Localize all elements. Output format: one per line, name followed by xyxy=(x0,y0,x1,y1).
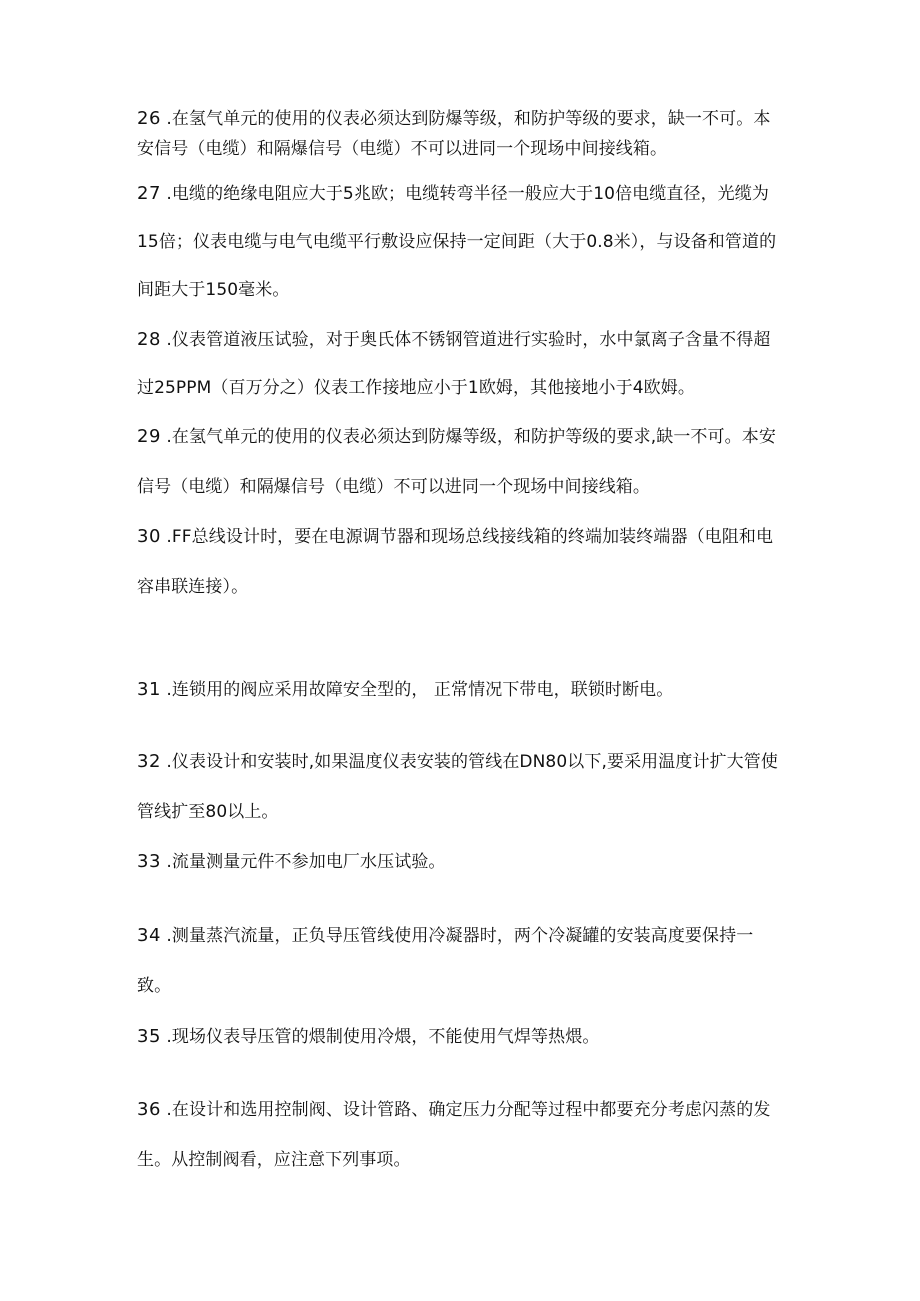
item-number: 30 xyxy=(137,526,161,547)
item-text: .连锁用的阀应采用故障安全型的， 正常情况下带电，联锁时断电。 xyxy=(166,680,674,700)
item-26 xyxy=(137,108,787,160)
item-30 xyxy=(137,526,787,598)
item-text: .流量测量元件不参加电厂水压试验。 xyxy=(166,852,446,872)
item-text: .在设计和选用控制阀、设计管路、确定压力分配等过程中都要充分考虑闪蒸的发 xyxy=(166,1100,771,1120)
item-text: .FF总线设计时，要在电源调节器和现场总线接线箱的终端加装终端器（电阻和电 xyxy=(166,527,774,547)
item-31 xyxy=(137,679,787,703)
item-number: 34 xyxy=(137,925,161,946)
item-35 xyxy=(137,1026,787,1050)
item-number: 29 xyxy=(137,426,161,447)
item-number: 33 xyxy=(137,851,161,872)
item-text: 安信号（电缆）和隔爆信号（电缆）不可以进同一个现场中间接线箱。 xyxy=(137,139,668,159)
item-number: 36 xyxy=(137,1099,161,1120)
item-number: 26 xyxy=(137,108,161,129)
item-text: .电缆的绝缘电阻应大于5兆欧；电缆转弯半径一般应大于10倍电缆直径，光缆为 xyxy=(166,184,769,204)
item-text: .现场仪表导压管的煨制使用冷煨，不能使用气焊等热煨。 xyxy=(166,1027,600,1047)
item-text: .在氢气单元的使用的仪表必须达到防爆等级，和防护等级的要求，缺一不可。本 xyxy=(166,109,771,129)
item-text: 管线扩至80以上。 xyxy=(137,802,279,822)
item-number: 27 xyxy=(137,183,161,204)
item-text: .测量蒸汽流量，正负导压管线使用冷凝器时，两个冷凝罐的安装高度要保持一 xyxy=(166,926,754,946)
item-text: 间距大于150毫米。 xyxy=(137,280,290,300)
item-text: 容串联连接）。 xyxy=(137,577,249,597)
item-text: 致。 xyxy=(137,976,172,996)
item-32 xyxy=(137,751,787,823)
item-34 xyxy=(137,925,787,997)
item-number: 31 xyxy=(137,679,161,700)
item-number: 28 xyxy=(137,329,161,350)
item-text: .仪表设计和安装时,如果温度仪表安装的管线在DN80以下,要采用温度计扩大管使 xyxy=(166,752,778,772)
item-text: 生。从控制阀看，应注意下列事项。 xyxy=(137,1150,411,1170)
item-text: 过25PPM（百万分之）仪表工作接地应小于1欧姆，其他接地小于4欧姆。 xyxy=(137,378,695,398)
item-number: 35 xyxy=(137,1026,161,1047)
item-text: .仪表管道液压试验，对于奥氏体不锈钢管道进行实验时，水中氯离子含量不得超 xyxy=(166,330,771,350)
item-number: 32 xyxy=(137,751,161,772)
item-36 xyxy=(137,1099,787,1171)
item-29 xyxy=(137,426,787,496)
item-text: 15倍；仪表电缆与电气电缆平行敷设应保持一定间距（大于0.8米），与设备和管道的 xyxy=(137,232,777,252)
item-33 xyxy=(137,851,787,875)
item-28 xyxy=(137,329,787,399)
item-text: .在氢气单元的使用的仪表必须达到防爆等级，和防护等级的要求,缺一不可。本安 xyxy=(166,427,776,447)
item-text: 信号（电缆）和隔爆信号（电缆）不可以进同一个现场中间接线箱。 xyxy=(137,477,650,497)
item-27 xyxy=(137,183,787,303)
